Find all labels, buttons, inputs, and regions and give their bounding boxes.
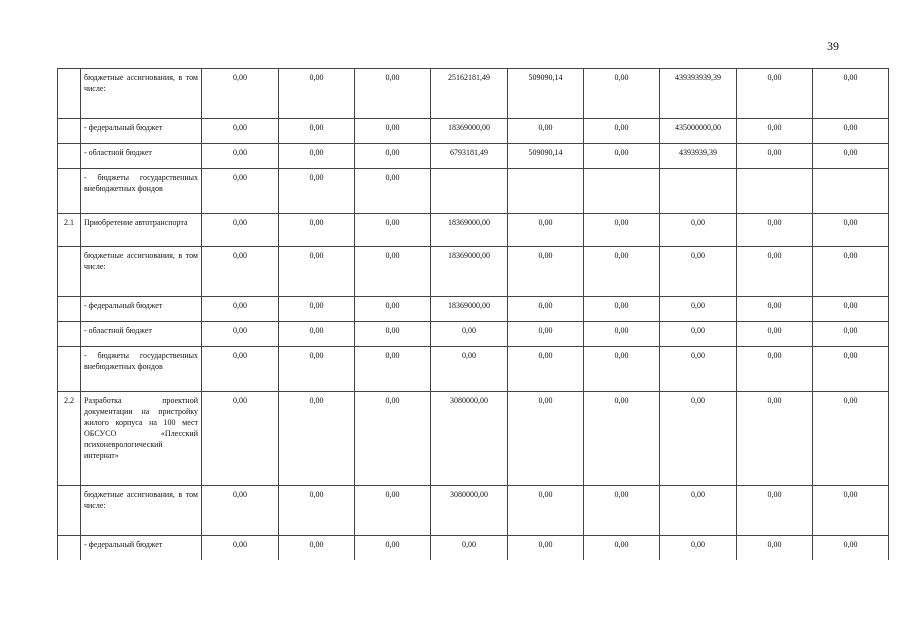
value-cell: 0,00 — [660, 322, 737, 347]
row-code — [58, 536, 81, 561]
value-cell: 0,00 — [508, 536, 584, 561]
value-cell: 0,00 — [813, 119, 889, 144]
value-cell: 0,00 — [202, 169, 279, 214]
row-code — [58, 322, 81, 347]
row-description: - областной бюджет — [81, 144, 202, 169]
value-cell: 0,00 — [737, 247, 813, 297]
row-code — [58, 486, 81, 536]
value-cell: 0,00 — [279, 536, 355, 561]
value-cell: 0,00 — [813, 297, 889, 322]
value-cell: 0,00 — [355, 169, 431, 214]
row-description: бюджетные ассигнования, в том числе: — [81, 247, 202, 297]
table-row — [58, 322, 889, 347]
table-row — [58, 169, 889, 214]
value-cell: 0,00 — [508, 119, 584, 144]
value-cell: 0,00 — [279, 392, 355, 486]
table-row — [58, 214, 889, 247]
value-cell: 0,00 — [737, 119, 813, 144]
value-cell: 0,00 — [431, 536, 508, 561]
value-cell: 0,00 — [813, 322, 889, 347]
row-description: Приобретение автотранспорта — [81, 214, 202, 247]
value-cell: 0,00 — [355, 69, 431, 119]
row-code — [58, 247, 81, 297]
row-description: - федеральный бюджет — [81, 119, 202, 144]
value-cell: 18369000,00 — [431, 119, 508, 144]
table-row — [58, 247, 889, 297]
value-cell: 0,00 — [508, 214, 584, 247]
value-cell: 25162181,49 — [431, 69, 508, 119]
value-cell — [813, 169, 889, 214]
value-cell: 0,00 — [355, 214, 431, 247]
value-cell: 0,00 — [279, 169, 355, 214]
value-cell: 18369000,00 — [431, 214, 508, 247]
value-cell — [508, 169, 584, 214]
value-cell: 0,00 — [584, 392, 660, 486]
value-cell: 0,00 — [279, 144, 355, 169]
value-cell: 0,00 — [355, 536, 431, 561]
value-cell: 0,00 — [813, 214, 889, 247]
value-cell: 0,00 — [202, 144, 279, 169]
value-cell: 0,00 — [202, 322, 279, 347]
value-cell: 0,00 — [813, 536, 889, 561]
value-cell — [737, 169, 813, 214]
value-cell: 0,00 — [584, 69, 660, 119]
value-cell: 0,00 — [508, 486, 584, 536]
value-cell: 0,00 — [737, 144, 813, 169]
value-cell: 0,00 — [584, 347, 660, 392]
value-cell: 439393939,39 — [660, 69, 737, 119]
value-cell: 0,00 — [355, 392, 431, 486]
value-cell: 0,00 — [508, 247, 584, 297]
value-cell: 0,00 — [584, 322, 660, 347]
row-description: Разработка проектной документации на пристройку жилого корпуса на 100 мест ОБСУСО «Плесский психоневрологический интернат» — [81, 392, 202, 486]
value-cell: 0,00 — [202, 214, 279, 247]
value-cell: 0,00 — [584, 144, 660, 169]
value-cell: 509090,14 — [508, 144, 584, 169]
value-cell: 0,00 — [279, 119, 355, 144]
table-body — [58, 69, 889, 561]
value-cell: 0,00 — [813, 69, 889, 119]
table-row — [58, 69, 889, 119]
row-description: - федеральный бюджет — [81, 536, 202, 561]
value-cell: 0,00 — [508, 297, 584, 322]
value-cell: 3080000,00 — [431, 486, 508, 536]
value-cell: 0,00 — [355, 347, 431, 392]
row-code — [58, 119, 81, 144]
value-cell: 0,00 — [279, 486, 355, 536]
row-description: - бюджеты государственных внебюджетных фондов — [81, 169, 202, 214]
row-code — [58, 144, 81, 169]
value-cell: 0,00 — [279, 322, 355, 347]
value-cell: 0,00 — [737, 536, 813, 561]
row-description: - областной бюджет — [81, 322, 202, 347]
table-row — [58, 144, 889, 169]
value-cell: 18369000,00 — [431, 297, 508, 322]
value-cell: 6793181,49 — [431, 144, 508, 169]
value-cell: 0,00 — [584, 486, 660, 536]
value-cell: 0,00 — [737, 347, 813, 392]
value-cell: 0,00 — [202, 247, 279, 297]
value-cell: 0,00 — [584, 536, 660, 561]
value-cell: 0,00 — [355, 144, 431, 169]
value-cell: 0,00 — [813, 392, 889, 486]
table-row — [58, 392, 889, 486]
value-cell: 0,00 — [202, 486, 279, 536]
table-row — [58, 119, 889, 144]
value-cell: 0,00 — [355, 247, 431, 297]
row-code: 2.2 — [58, 392, 81, 486]
value-cell: 0,00 — [508, 392, 584, 486]
value-cell: 0,00 — [660, 347, 737, 392]
value-cell: 0,00 — [737, 297, 813, 322]
row-description: бюджетные ассигнования, в том числе: — [81, 69, 202, 119]
value-cell: 435000000,00 — [660, 119, 737, 144]
value-cell: 0,00 — [279, 214, 355, 247]
value-cell: 0,00 — [813, 247, 889, 297]
table-row — [58, 536, 889, 561]
value-cell: 0,00 — [279, 69, 355, 119]
row-description: бюджетные ассигнования, в том числе: — [81, 486, 202, 536]
value-cell: 0,00 — [355, 486, 431, 536]
row-code: 2.1 — [58, 214, 81, 247]
value-cell: 0,00 — [431, 322, 508, 347]
value-cell: 0,00 — [202, 119, 279, 144]
value-cell: 0,00 — [813, 347, 889, 392]
table-row — [58, 297, 889, 322]
value-cell — [660, 169, 737, 214]
table-row — [58, 486, 889, 536]
value-cell: 0,00 — [508, 347, 584, 392]
table-row — [58, 347, 889, 392]
value-cell: 0,00 — [508, 322, 584, 347]
row-code — [58, 297, 81, 322]
value-cell: 4393939,39 — [660, 144, 737, 169]
value-cell: 0,00 — [202, 69, 279, 119]
value-cell: 0,00 — [202, 536, 279, 561]
value-cell: 18369000,00 — [431, 247, 508, 297]
value-cell: 0,00 — [279, 347, 355, 392]
value-cell: 0,00 — [660, 214, 737, 247]
value-cell: 0,00 — [813, 144, 889, 169]
value-cell: 0,00 — [660, 536, 737, 561]
value-cell: 3080000,00 — [431, 392, 508, 486]
value-cell: 0,00 — [737, 392, 813, 486]
row-description: - федеральный бюджет — [81, 297, 202, 322]
value-cell: 0,00 — [202, 297, 279, 322]
value-cell: 0,00 — [737, 486, 813, 536]
page-number: 39 — [827, 39, 839, 53]
value-cell: 0,00 — [737, 69, 813, 119]
value-cell: 0,00 — [279, 247, 355, 297]
value-cell: 0,00 — [355, 297, 431, 322]
value-cell: 0,00 — [202, 347, 279, 392]
value-cell: 0,00 — [660, 486, 737, 536]
value-cell: 0,00 — [660, 392, 737, 486]
value-cell: 0,00 — [584, 297, 660, 322]
value-cell: 0,00 — [202, 392, 279, 486]
row-code — [58, 69, 81, 119]
budget-table — [57, 68, 889, 560]
value-cell — [584, 169, 660, 214]
value-cell: 0,00 — [660, 297, 737, 322]
value-cell: 0,00 — [355, 119, 431, 144]
row-code — [58, 347, 81, 392]
value-cell: 0,00 — [737, 214, 813, 247]
row-description: - бюджеты государственных внебюджетных фондов — [81, 347, 202, 392]
value-cell: 0,00 — [584, 214, 660, 247]
value-cell: 0,00 — [737, 322, 813, 347]
value-cell: 0,00 — [279, 297, 355, 322]
value-cell: 0,00 — [813, 486, 889, 536]
value-cell: 0,00 — [355, 322, 431, 347]
value-cell: 0,00 — [660, 247, 737, 297]
value-cell — [431, 169, 508, 214]
value-cell: 0,00 — [431, 347, 508, 392]
row-code — [58, 169, 81, 214]
value-cell: 0,00 — [584, 247, 660, 297]
value-cell: 0,00 — [584, 119, 660, 144]
value-cell: 509090,14 — [508, 69, 584, 119]
